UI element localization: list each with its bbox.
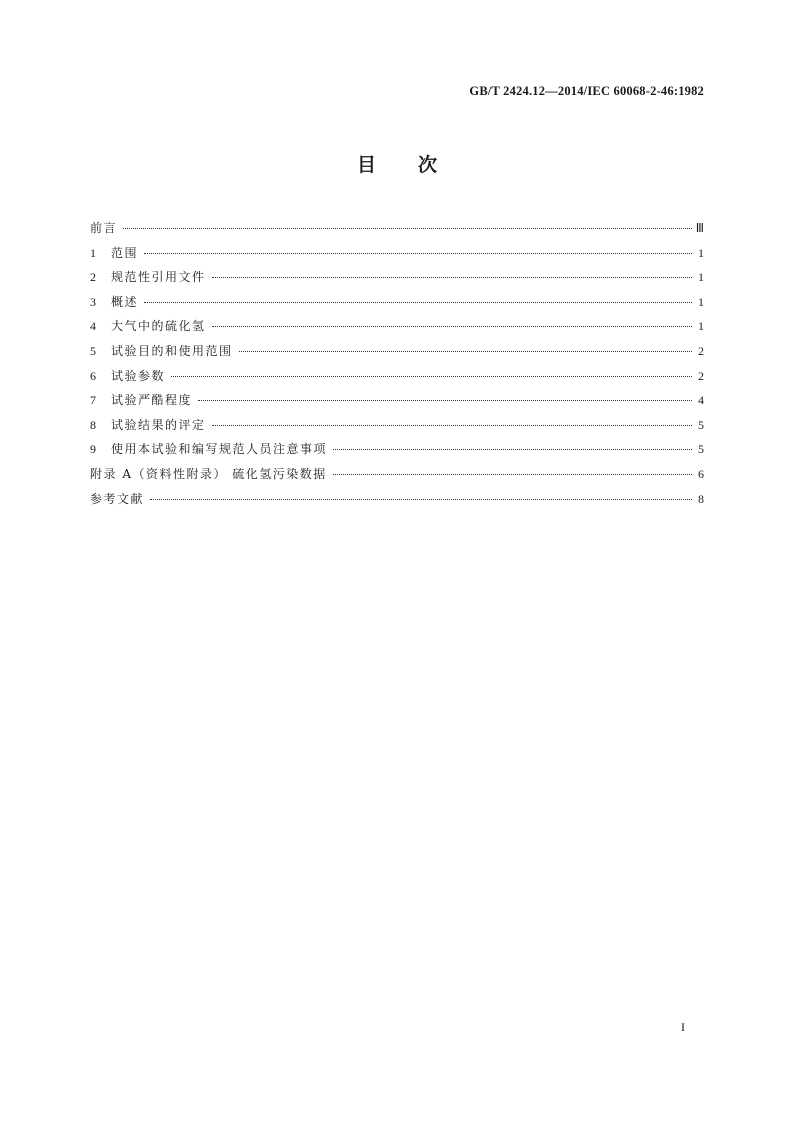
toc-entry-notes-for-users[interactable] bbox=[90, 437, 704, 462]
toc-entry-page: 2 bbox=[698, 368, 704, 383]
toc-entry-scope[interactable] bbox=[90, 241, 704, 266]
toc-entry-number: 3 bbox=[90, 294, 96, 309]
toc-entry-page: 5 bbox=[698, 442, 704, 457]
toc-entry-label: 大气中的硫化氢 bbox=[111, 319, 206, 334]
toc-entry-number: 5 bbox=[90, 343, 96, 358]
toc-entry-page: Ⅲ bbox=[695, 221, 704, 235]
toc-entry-label: 规范性引用文件 bbox=[111, 270, 206, 285]
toc-entry-annex-a[interactable] bbox=[90, 462, 704, 487]
document-standard-code: GB/T 2424.12—2014/IEC 60068-2-46:1982 bbox=[469, 84, 704, 98]
page-number: I bbox=[681, 1020, 685, 1034]
toc-leader-dots bbox=[333, 474, 692, 475]
toc-entry-number: 7 bbox=[90, 393, 96, 408]
toc-entry-label: 试验结果的评定 bbox=[111, 417, 206, 432]
toc-entry-label: 使用本试验和编写规范人员注意事项 bbox=[111, 442, 328, 457]
toc-leader-dots bbox=[144, 302, 692, 303]
toc-leader-dots bbox=[212, 326, 692, 327]
toc-leader-dots bbox=[212, 277, 692, 278]
toc-entry-atmospheric-h2s[interactable] bbox=[90, 314, 704, 339]
toc-leader-dots bbox=[150, 499, 692, 500]
toc-entry-test-severity[interactable] bbox=[90, 388, 704, 413]
toc-entry-page: 6 bbox=[698, 466, 704, 481]
toc-entry-page: 1 bbox=[698, 245, 704, 260]
toc-entry-number: 1 bbox=[90, 245, 96, 260]
toc-entry-page: 1 bbox=[698, 270, 704, 285]
toc-entry-normative-references[interactable] bbox=[90, 265, 704, 290]
toc-entry-number: 4 bbox=[90, 319, 96, 334]
toc-entry-foreword[interactable] bbox=[90, 216, 704, 241]
table-of-contents bbox=[90, 216, 704, 511]
toc-entry-page: 1 bbox=[698, 294, 704, 309]
toc-leader-dots bbox=[171, 376, 692, 377]
toc-entry-label: 前言 bbox=[90, 221, 118, 235]
toc-entry-page: 4 bbox=[698, 393, 704, 408]
toc-entry-number: 6 bbox=[90, 368, 96, 383]
toc-entry-number: 2 bbox=[90, 270, 96, 285]
toc-entry-page: 1 bbox=[698, 319, 704, 334]
toc-entry-label: 试验目的和使用范围 bbox=[111, 343, 233, 358]
toc-entry-label: 范围 bbox=[111, 245, 139, 260]
toc-entry-bibliography[interactable] bbox=[90, 487, 704, 512]
toc-entry-page: 5 bbox=[698, 417, 704, 432]
toc-leader-dots bbox=[333, 449, 692, 450]
toc-entry-page: 8 bbox=[698, 491, 704, 506]
toc-entry-label: 试验严酷程度 bbox=[111, 393, 193, 408]
toc-entry-number: 9 bbox=[90, 442, 96, 457]
toc-entry-overview[interactable] bbox=[90, 290, 704, 315]
toc-entry-purpose-and-scope[interactable] bbox=[90, 339, 704, 364]
toc-leader-dots bbox=[123, 228, 692, 229]
toc-entry-test-parameters[interactable] bbox=[90, 364, 704, 389]
toc-leader-dots bbox=[212, 425, 692, 426]
toc-entry-label: 附录 A（资料性附录） 硫化氢污染数据 bbox=[90, 466, 327, 481]
toc-entry-label: 参考文献 bbox=[90, 491, 145, 506]
toc-entry-label: 试验参数 bbox=[111, 368, 166, 383]
toc-entry-result-evaluation[interactable] bbox=[90, 413, 704, 438]
toc-leader-dots bbox=[239, 351, 692, 352]
toc-entry-page: 2 bbox=[698, 343, 704, 358]
toc-title: 目次 bbox=[356, 154, 479, 176]
toc-leader-dots bbox=[144, 253, 692, 254]
toc-leader-dots bbox=[198, 400, 692, 401]
toc-entry-label: 概述 bbox=[111, 294, 139, 309]
toc-entry-number: 8 bbox=[90, 417, 96, 432]
